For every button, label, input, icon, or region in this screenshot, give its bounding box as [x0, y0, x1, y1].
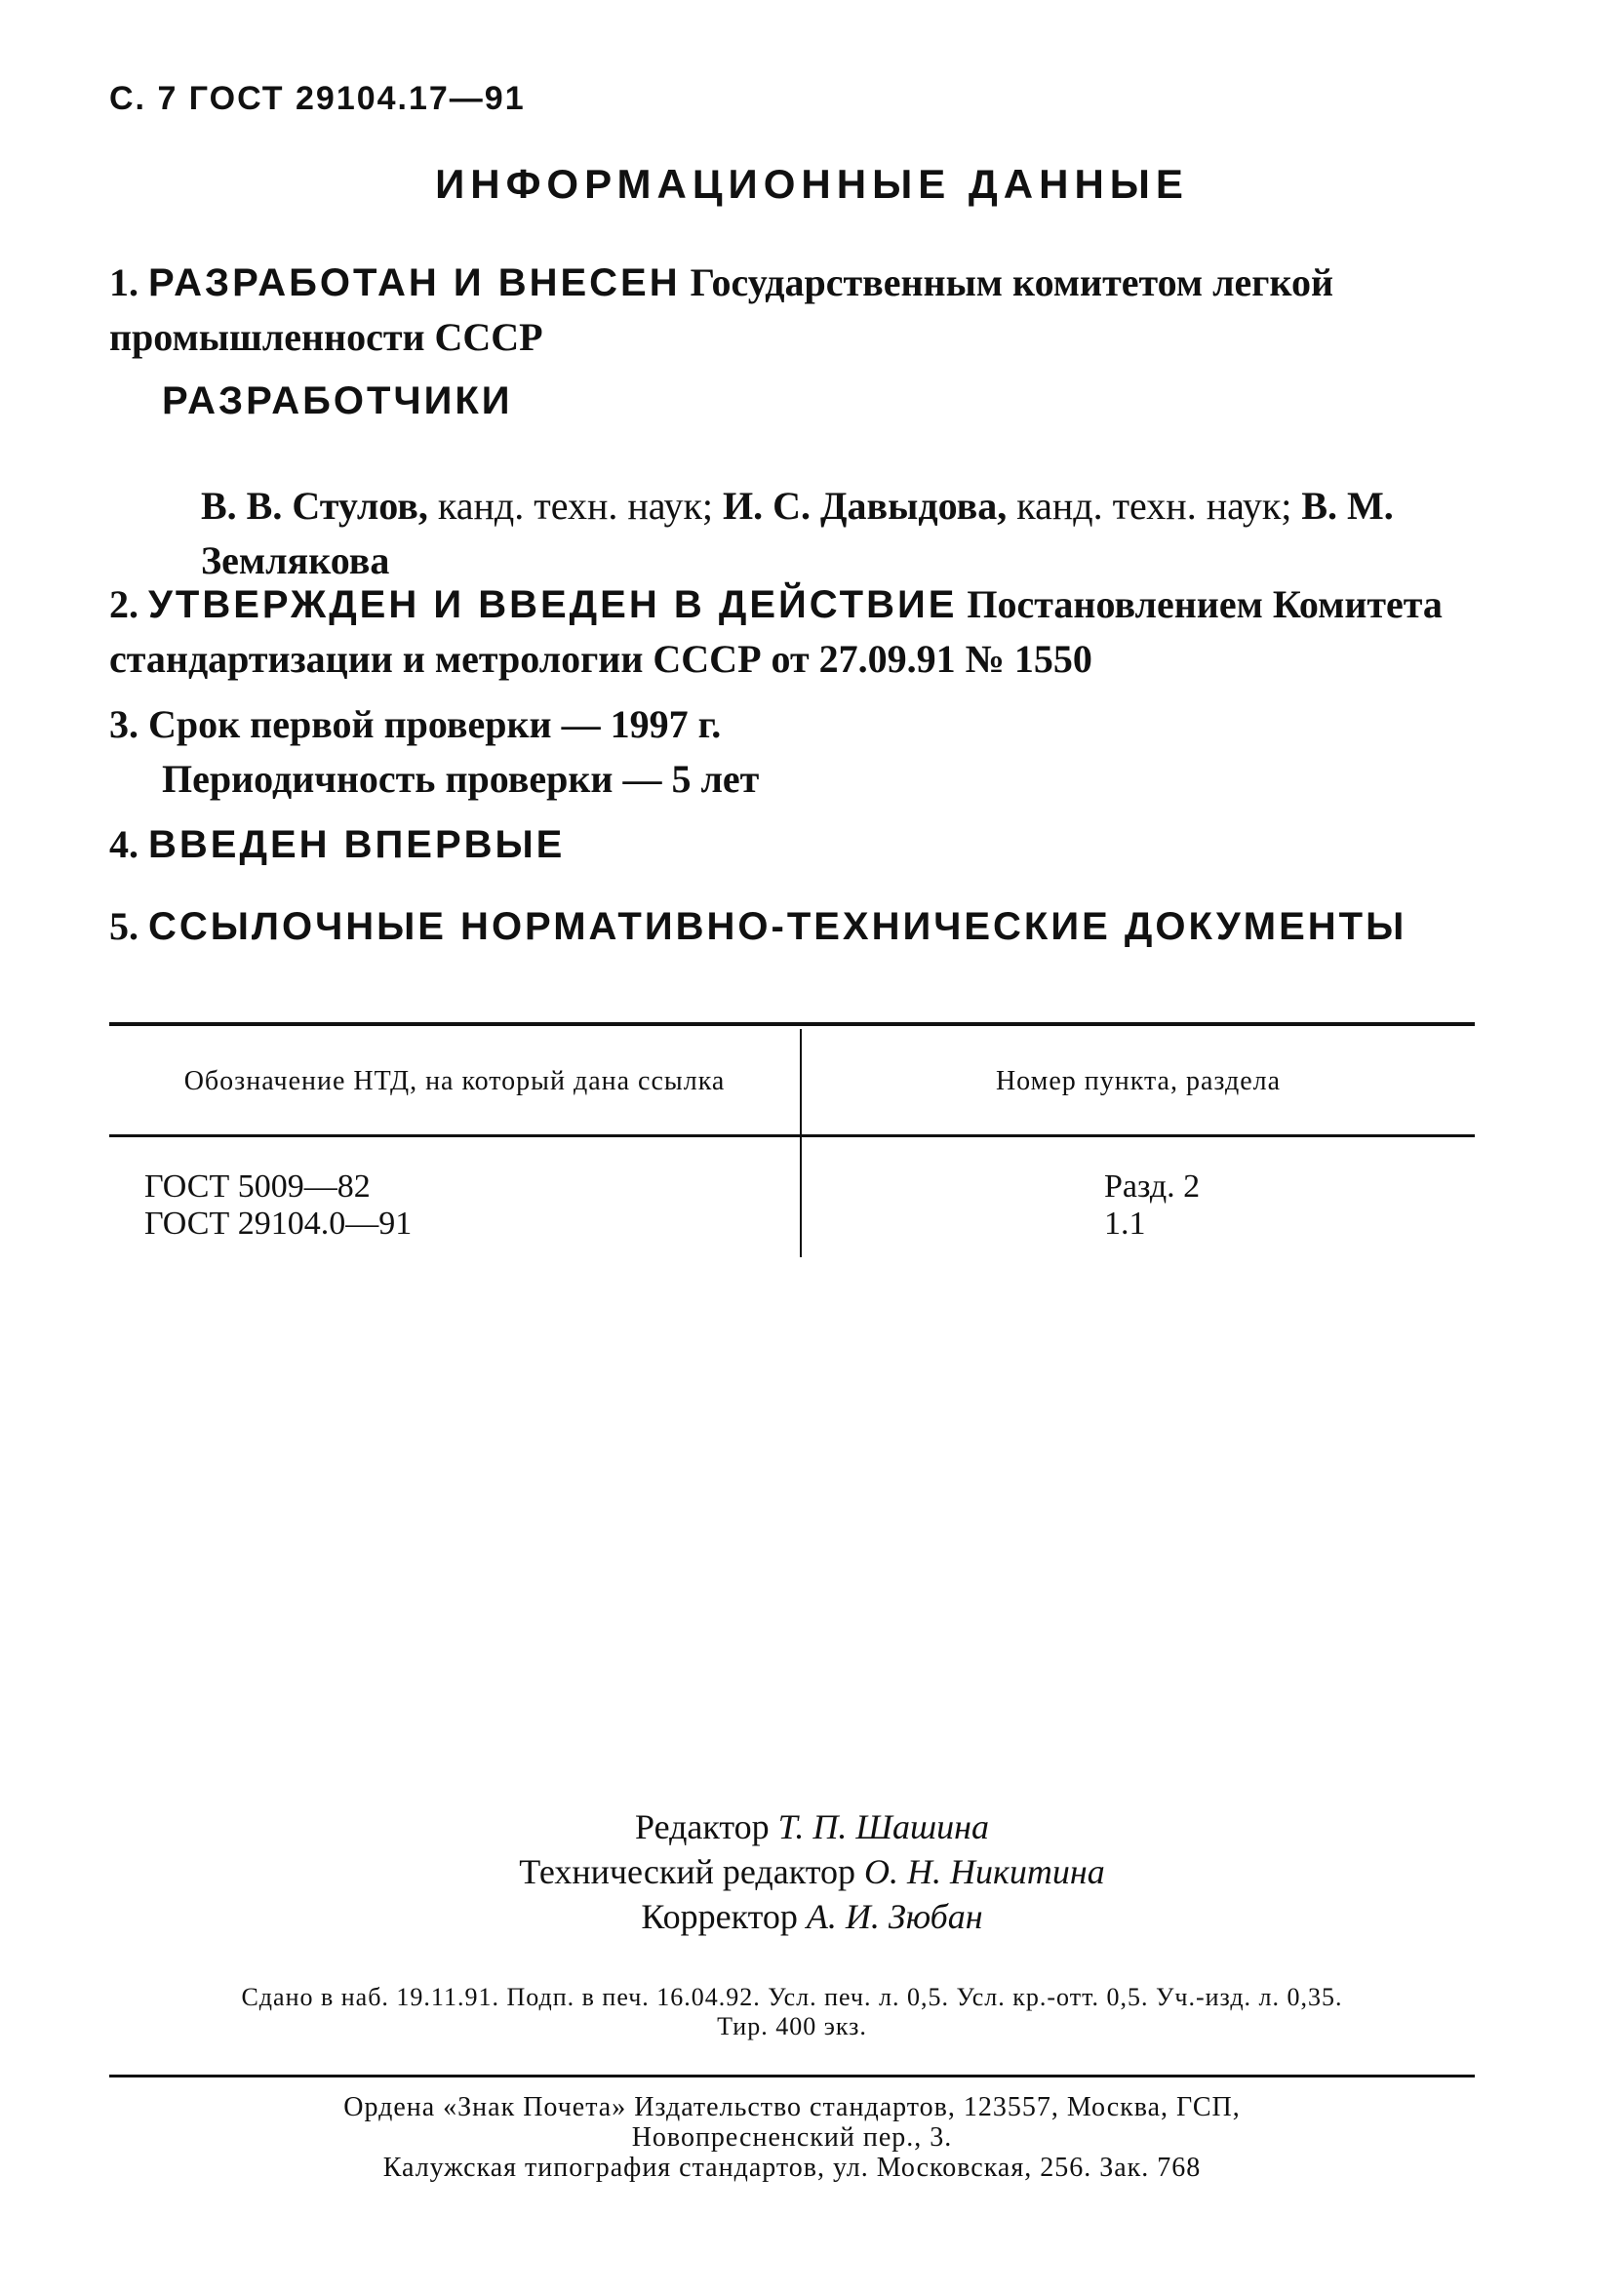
table-cell-docs [109, 1136, 801, 1258]
item-3-number: 3. [109, 702, 139, 746]
item-1 [109, 256, 1475, 365]
item-3-line-1: Срок первой проверки — 1997 г. [148, 702, 722, 746]
item-4 [109, 817, 1475, 872]
developer-3-name: В. М. Землякова [201, 484, 1394, 582]
developer-2-name: И. С. Давыдова, [723, 484, 1008, 528]
item-3-line-2: Периодичность проверки — 5 лет [162, 757, 760, 801]
print-info-line-2: Тир. 400 экз. [717, 2012, 867, 2040]
item-2-number: 2. [109, 582, 139, 626]
print-info [109, 1983, 1475, 2041]
developers-list [109, 428, 1475, 588]
credit-editor [0, 1804, 1624, 1849]
table-cell-doc: ГОСТ 29104.0—91 [144, 1206, 413, 1242]
item-1-caps: РАЗРАБОТАН И ВНЕСЕН [148, 261, 681, 304]
publisher-rule [109, 2075, 1475, 2077]
item-1-number: 1. [109, 260, 139, 304]
developer-1-name: В. В. Стулов, [201, 484, 428, 528]
print-info-line-1: Сдано в наб. 19.11.91. Подп. в печ. 16.04.92. Усл. печ. л. 0,5. Усл. кр.-отт. 0,5. Уч.-изд. л. 0,35. [241, 1983, 1343, 2011]
table-row [109, 1136, 1475, 1258]
table-cell-section: Разд. 2 [1104, 1168, 1201, 1205]
credit-tech-editor-name: О. Н. Никитина [864, 1852, 1105, 1891]
item-4-number: 4. [109, 822, 139, 866]
item-2-text: Постановлением Комитета стандартизации и метрологии СССР от 27.09.91 № 1550 [109, 582, 1443, 681]
credit-tech-editor-label: Технический редактор [519, 1852, 855, 1891]
publisher-info [109, 2092, 1475, 2183]
item-2 [109, 577, 1475, 687]
developer-2-degree: канд. техн. наук; [1016, 484, 1292, 528]
publisher-line-2: Новопресненский пер., 3. [631, 2122, 953, 2153]
credit-corrector-name: А. И. Зюбан [806, 1897, 983, 1936]
credits [0, 1804, 1624, 1939]
credit-editor-label: Редактор [635, 1807, 770, 1846]
page-header: С. 7 ГОСТ 29104.17—91 [109, 80, 526, 117]
item-5-caps: ССЫЛОЧНЫЕ НОРМАТИВНО-ТЕХНИЧЕСКИЕ ДОКУМЕНТЫ [148, 905, 1407, 948]
col-header-section: Номер пункта, раздела [801, 1029, 1475, 1136]
table-cell-sections [801, 1136, 1475, 1258]
credit-tech-editor [0, 1849, 1624, 1894]
item-4-caps: ВВЕДЕН ВПЕРВЫЕ [148, 823, 566, 866]
table-top-rule [109, 1022, 1475, 1026]
item-2-caps: УТВЕРЖДЕН И ВВЕДЕН В ДЕЙСТВИЕ [148, 583, 958, 626]
developer-1-degree: канд. техн. наук; [437, 484, 714, 528]
item-5-number: 5. [109, 904, 139, 948]
credit-corrector-label: Корректор [641, 1897, 798, 1936]
reference-table [109, 1029, 1475, 1257]
developers-section [109, 374, 1475, 588]
item-5 [109, 899, 1475, 954]
col-header-document: Обозначение НТД, на который дана ссылка [109, 1029, 801, 1136]
developers-heading: РАЗРАБОТЧИКИ [162, 379, 513, 422]
item-1-text: Государственным комитетом легкой промышленности СССР [109, 260, 1334, 359]
table-cell-section: 1.1 [1104, 1206, 1146, 1242]
item-3 [109, 697, 1475, 807]
credit-corrector [0, 1894, 1624, 1939]
page-title: ИНФОРМАЦИОННЫЕ ДАННЫЕ [435, 161, 1189, 207]
publisher-line-1: Ордена «Знак Почета» Издательство стандартов, 123557, Москва, ГСП, [343, 2092, 1241, 2122]
table-cell-doc: ГОСТ 5009—82 [144, 1168, 371, 1205]
credit-editor-name: Т. П. Шашина [777, 1807, 989, 1846]
reference-table-header-row [109, 1029, 1475, 1136]
publisher-line-3: Калужская типография стандартов, ул. Московская, 256. Зак. 768 [382, 2153, 1202, 2183]
